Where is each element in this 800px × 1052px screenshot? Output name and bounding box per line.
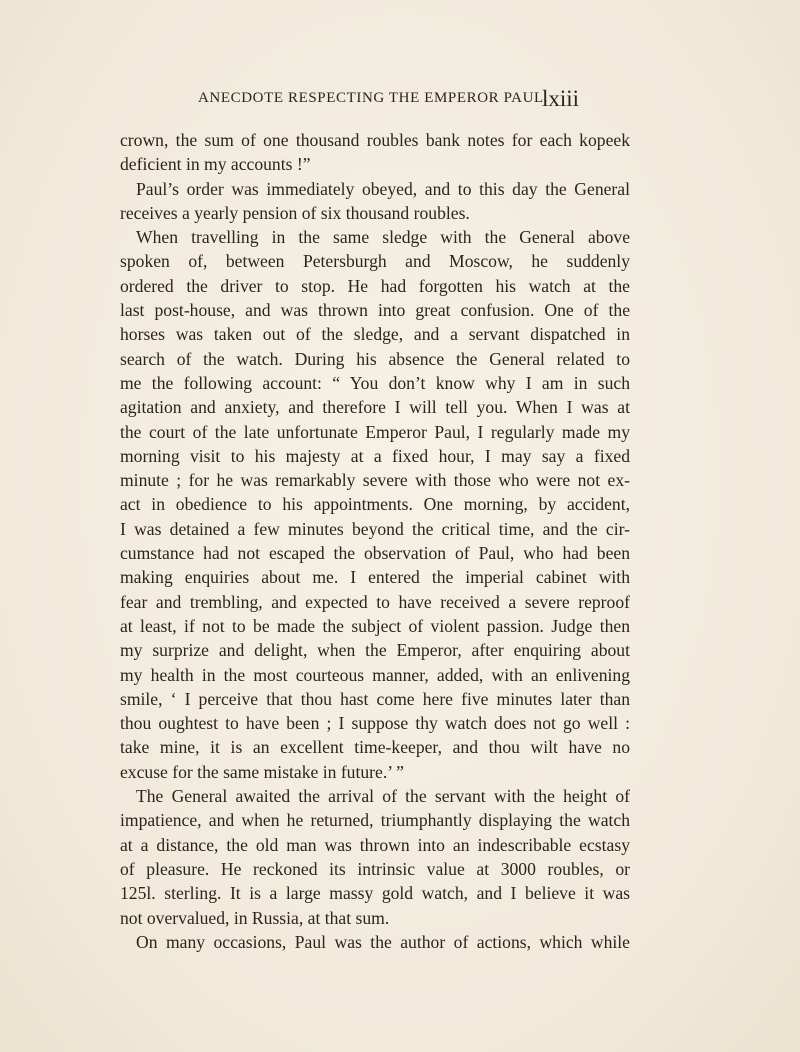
page-number: lxiii (542, 86, 580, 111)
text-line: spoken of, between Petersburgh and Moscow, he suddenly (120, 251, 630, 272)
text-line: making enquiries about me. I entered the imperial cabinet with (120, 567, 630, 588)
text-line: The General awaited the arrival of the servant with the height of (136, 786, 630, 807)
text-line: of pleasure. He reckoned its intrinsic value at 3000 roubles, or (120, 858, 630, 879)
text-line: not overvalued, in Russia, at that sum. (120, 907, 390, 928)
text-line: thou oughtest to have been ; I suppose thy watch does not go well : (120, 713, 630, 734)
text-line: receives a yearly pension of six thousand roubles. (120, 202, 470, 223)
text-line: morning visit to his majesty at a fixed hour, I may say a fixed (120, 445, 630, 466)
text-line: at least, if not to be made the subject of violent passion. Judge then (120, 615, 630, 636)
text-line: take mine, it is an excellent time-keeper, and thou wilt have no (120, 737, 630, 758)
text-line: I was detained a few minutes beyond the critical time, and the cir- (120, 518, 630, 539)
text-line: at a distance, the old man was thrown into an indescribable ecstasy (120, 834, 630, 855)
text-line: horses was taken out of the sledge, and a servant dispatched in (120, 324, 630, 345)
text-line: the court of the late unfortunate Emperor Paul, I regularly made my (120, 421, 630, 442)
text-line: minute ; for he was remarkably severe with those who were not ex- (120, 470, 630, 491)
page-header (198, 86, 628, 116)
body-text (120, 128, 630, 954)
text-line: 125l. sterling. It is a large massy gold watch, and I believe it was (120, 883, 630, 904)
text-line: cumstance had not escaped the observation of Paul, who had been (120, 543, 630, 564)
text-line: ordered the driver to stop. He had forgotten his watch at the (120, 275, 630, 296)
text-line: my surprize and delight, when the Emperor, after enquiring about (120, 640, 630, 661)
text-line: me the following account: “ You don’t know why I am in such (120, 372, 630, 393)
text-line: On many occasions, Paul was the author of actions, which while (136, 931, 630, 952)
text-line: impatience, and when he returned, triumphantly displaying the watch (120, 810, 630, 831)
text-line: excuse for the same mistake in future.’ ” (120, 761, 404, 782)
text-line: fear and trembling, and expected to have received a severe reproof (120, 591, 630, 612)
text-line: Paul’s order was immediately obeyed, and to this day the General (136, 178, 630, 199)
text-line: smile, ‘ I perceive that thou hast come here five minutes later than (120, 688, 630, 709)
text-line: act in obedience to his appointments. One morning, by accident, (120, 494, 630, 515)
text-line: crown, the sum of one thousand roubles bank notes for each kopeek (120, 130, 630, 150)
text-line: agitation and anxiety, and therefore I will tell you. When I was at (120, 397, 630, 418)
text-line: deficient in my accounts !” (120, 154, 311, 175)
text-line: last post-house, and was thrown into great confusion. One of the (120, 300, 630, 321)
running-head: ANECDOTE RESPECTING THE EMPEROR PAUL. (198, 90, 549, 106)
text-line: When travelling in the same sledge with the General above (136, 227, 630, 248)
text-line: search of the watch. During his absence the General related to (120, 348, 630, 369)
text-line: my health in the most courteous manner, added, with an enlivening (120, 664, 630, 685)
